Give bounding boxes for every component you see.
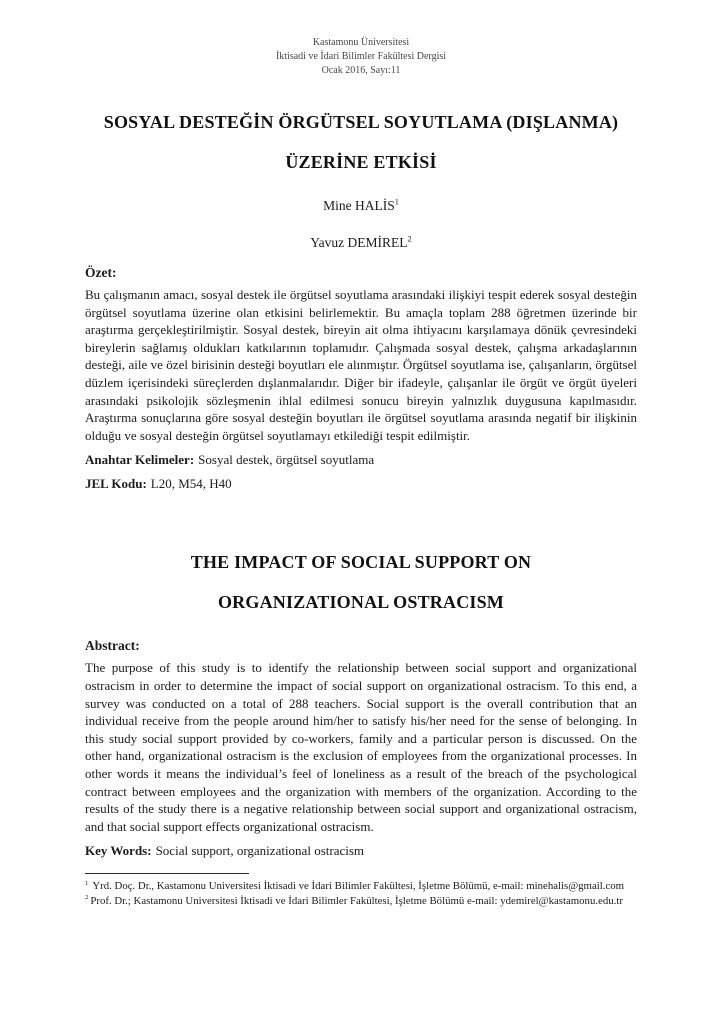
journal-header [85, 36, 637, 78]
paper-title-english [85, 542, 637, 622]
footnotes-block [85, 879, 637, 908]
footnote [85, 894, 637, 909]
footnote [85, 879, 637, 894]
title-line: SOSYAL DESTEĞİN ÖRGÜTSEL SOYUTLAMA (DIŞLANMA) [103, 112, 619, 132]
footnote-ref: 1 [85, 879, 89, 887]
abstract-heading-turkish: Özet: [85, 265, 117, 280]
author-line [85, 234, 637, 252]
jel-code-value: L20, M54, H40 [150, 476, 232, 492]
abstract-text-english: The purpose of this study is to identify the relationship between social support and organizational ostracism in order to determine the impact of social support on organizational ostracism. To this end, a survey was conducted on a total of 288 teachers. Social support is the overall contribution that an individual receive from the people around him/her to satisfy his/her need for the sense of belonging. In this study social support provided by co-workers, family and a particular person is discussed. On the other hand, organizational ostracism is the exclusion of employees from the organizational processes. In other words it means the individual’s feel of loneliness as a result of the breach of the psychological contract between employees and the organization with members of the organization. According to the results of the study there is a negative relationship between social support and organizational ostracism, and that social support effects organizational ostracism. [85, 660, 637, 834]
abstract-text-turkish: Bu çalışmanın amacı, sosyal destek ile örgütsel soyutlama arasındaki ilişkiyi tespit ederek sosyal desteğin örgütsel soyutlama üzerine olan etkisini belirlemektir. Bu amaçla toplam 288 öğretmen üzerinde bir araştırma gerçekleştirilmiştir. Sosyal destek, bireyin ait olma ihtiyacını karşılamaya dönük çevresindeki bireylerin sağlamış oldukları katkılarının toplamıdır. Çalışmada sosyal destek, çalışma arkadaşlarının desteği, aile ve özel birisinin desteği boyutları ele alınmıştır. Örgütsel soyutlama ise, çalışanların, örgütsel düzlem içerisindeki süreçlerden dışlanmalarıdır. Diğer bir ifadeyle, çalışanlar ile örgüt ve örgüt üyeleri arasındaki psikolojik sözleşmenin ihlal edilmesi sonucu bireyin yalnızlık duygusuna kapılmasıdır. Araştırma sonuçlarına göre sosyal desteğin boyutları ile örgütsel soyutlama arasında negatif bir ilişkinin olduğu ve sosyal desteğin örgütsel soyutlamayı etkilediği tespit edilmiştir. [85, 287, 637, 443]
author-footnote-ref: 2 [407, 234, 412, 244]
journal-name-line: İktisadi ve İdari Bilimler Fakültesi Dergisi [275, 51, 447, 62]
keywords-label-turkish: Anahtar Kelimeler: [85, 452, 195, 468]
footnote-separator [85, 873, 249, 874]
footnote-ref: 2 [85, 894, 89, 902]
author-name: Yavuz DEMİREL [310, 235, 408, 250]
paper-title-turkish [85, 102, 637, 182]
author-name: Mine HALİS [323, 198, 395, 213]
title-line: THE IMPACT OF SOCIAL SUPPORT ON [190, 552, 532, 573]
keywords-line-turkish [85, 451, 637, 468]
keywords-label-english: Key Words: [85, 843, 152, 859]
keywords-value-english: Social support, organizational ostracism [155, 843, 365, 859]
jel-code-line [85, 475, 637, 492]
abstract-heading-english: Abstract: [85, 638, 140, 654]
author-line [85, 197, 637, 215]
author-footnote-ref: 1 [394, 197, 399, 207]
footnote-text: Prof. Dr.; Kastamonu Universitesi İktisadi ve İdari Bilimler Fakültesi, İşletme Bölümü e-mail: ydemirel@kastamonu.edu.tr [90, 894, 623, 907]
jel-code-label: JEL Kodu: [85, 476, 147, 492]
title-line: ORGANIZATIONAL OSTRACISM [217, 592, 504, 613]
journal-issue-line: Ocak 2016, Sayı:11 [321, 65, 401, 76]
journal-university-line: Kastamonu Üniversitesi [312, 37, 410, 48]
keywords-value-turkish: Sosyal destek, örgütsel soyutlama [198, 452, 375, 468]
title-line: ÜZERİNE ETKİSİ [285, 152, 437, 172]
footnote-text: Yrd. Doç. Dr., Kastamonu Universitesi İktisadi ve İdari Bilimler Fakültesi, İşletme Bölümü, e-mail: minehalis@gmail.com [92, 880, 625, 893]
keywords-line-english [85, 842, 637, 859]
